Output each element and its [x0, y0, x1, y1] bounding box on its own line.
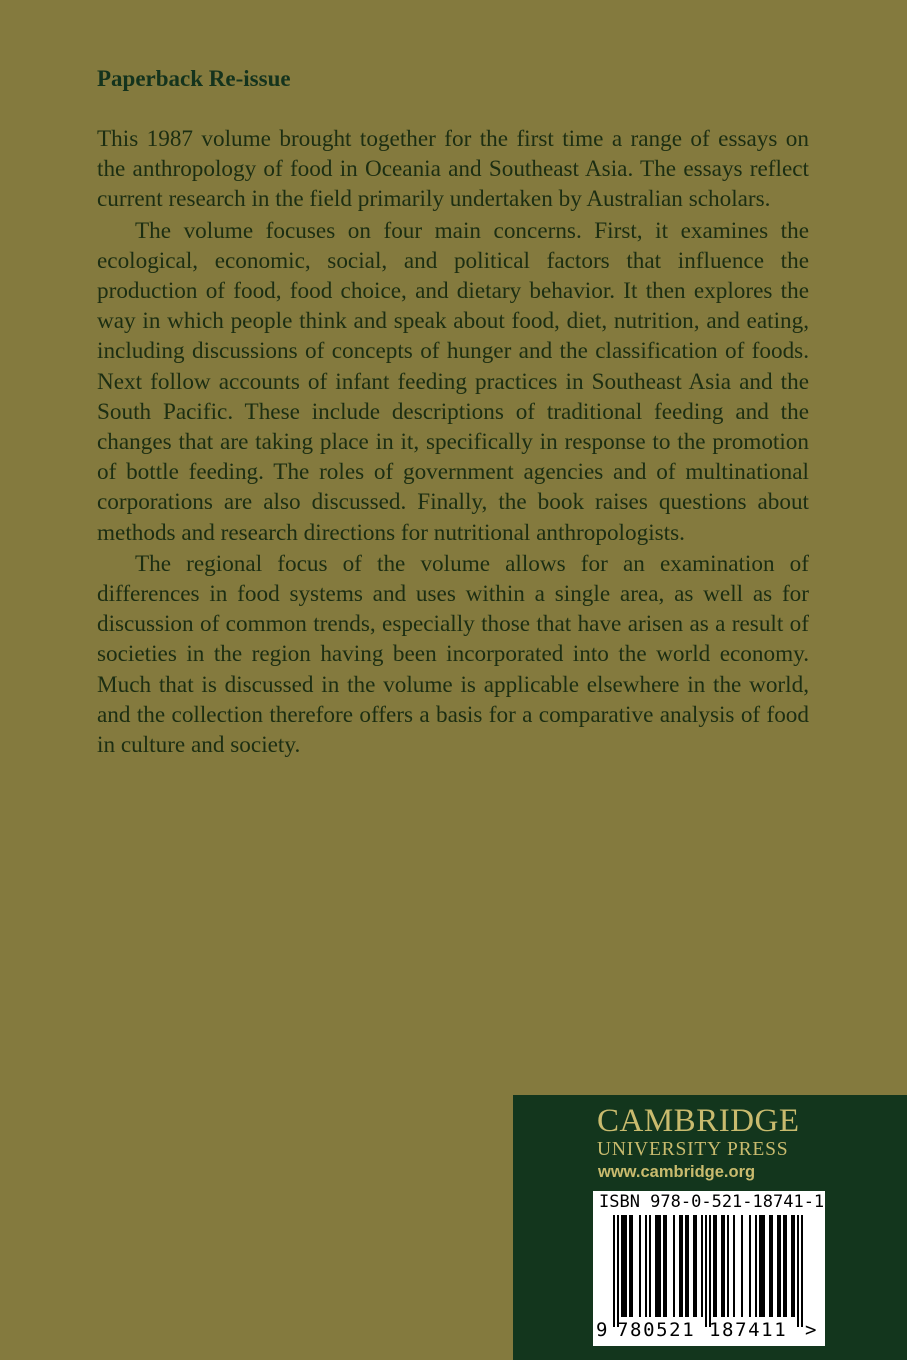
barcode-bar [639, 1215, 641, 1317]
barcode-bar [793, 1215, 795, 1317]
isbn-label: ISBN 978-0-521-18741-1 [599, 1192, 825, 1212]
barcode-end-marker: > [805, 1319, 817, 1341]
barcode-bar [663, 1215, 665, 1317]
barcode-lead-digit: 9 [596, 1319, 608, 1341]
barcode-bar [733, 1215, 735, 1317]
barcode-bar [701, 1215, 703, 1317]
barcode-bar [705, 1215, 707, 1327]
barcode-bar [613, 1215, 615, 1327]
barcode-bar [755, 1215, 757, 1317]
barcode-bar [709, 1215, 711, 1327]
barcode-bar [693, 1215, 695, 1317]
barcode-bar [713, 1215, 715, 1317]
blurb-paragraph: This 1987 volume brought together for the first time a range of essays on the anthropology of food in Oceania and Southeast Asia. The essays reflect current research in the field primarily undertaken by Australian scholars. [97, 126, 809, 213]
publisher-url: www.cambridge.org [598, 1163, 756, 1181]
barcode-bar [715, 1215, 717, 1317]
barcode-bar [801, 1215, 803, 1327]
barcode-bar [679, 1215, 681, 1317]
barcode-bar [785, 1215, 787, 1317]
barcode-bar [665, 1215, 667, 1317]
isbn-barcode [593, 1191, 825, 1346]
barcode-bar [749, 1215, 751, 1317]
barcode-bar [721, 1215, 723, 1317]
barcode-left-digits: 780521 [617, 1319, 696, 1341]
barcode-bar [727, 1215, 729, 1317]
barcode-bar [659, 1215, 661, 1317]
barcode-bar [695, 1215, 697, 1317]
barcode-bar [687, 1215, 689, 1317]
barcode-bar [649, 1215, 651, 1317]
barcode-bar [629, 1215, 631, 1317]
barcode-bar [645, 1215, 647, 1317]
barcode-bar [623, 1215, 625, 1317]
barcode-bar [791, 1215, 793, 1317]
barcode-right-digits: 187411 [709, 1319, 788, 1341]
page-heading: Paperback Re-issue [97, 66, 291, 91]
barcode-bar [771, 1215, 773, 1317]
barcode-bar [621, 1215, 623, 1317]
barcode-bar [723, 1215, 725, 1317]
barcode-bar [631, 1215, 633, 1317]
blurb-text [97, 124, 809, 760]
barcode-bar [761, 1215, 763, 1317]
barcode-bar [657, 1215, 659, 1317]
barcode-bar [741, 1215, 743, 1317]
barcode-bar [673, 1215, 675, 1317]
barcode-bar [759, 1215, 761, 1317]
publisher-name: CAMBRIDGE [597, 1103, 800, 1139]
barcode-bar [617, 1215, 619, 1327]
publisher-panel [513, 1095, 907, 1360]
barcode-bar [779, 1215, 781, 1317]
barcode-bar [777, 1215, 779, 1317]
barcode-bar [625, 1215, 627, 1317]
publisher-subtitle: UNIVERSITY PRESS [597, 1139, 789, 1160]
blurb-paragraph: The regional focus of the volume allows for an examination of differences in food systems and uses within a single area, as well as for discussion of common trends, especially those that have arisen as a result of societies in the region having been incorporated into the world economy. Much that is discussed in the volume is applicable elsewhere in the world, and the collection therefore offers a basis for a comparative analysis of food in culture and society. [97, 550, 809, 759]
barcode-bar [681, 1215, 683, 1317]
barcode-bar [763, 1215, 765, 1317]
blurb-paragraph: The volume focuses on four main concerns. First, it examines the ecological, economic, social, and political factors that influence the production of food, food choice, and dietary behavior. It then explores the way in which people think and speak about food, diet, nutrition, and eating, including discussions of concepts of hunger and the classification of foods. Next follow accounts of infant feeding practices in Southeast Asia and the South Pacific. These include descriptions of traditional feeding and the changes that are taking place in it, specifically in response to the promotion of bottle feeding. The roles of government agencies and of multinational corporations are also discussed. Finally, the book raises questions about methods and research directions for nutritional anthropologists. [97, 217, 809, 546]
barcode-bar [655, 1215, 657, 1317]
barcode-bar [769, 1215, 771, 1317]
barcode-bar [797, 1215, 799, 1327]
barcode-bar [685, 1215, 687, 1317]
barcode-bar [783, 1215, 785, 1317]
